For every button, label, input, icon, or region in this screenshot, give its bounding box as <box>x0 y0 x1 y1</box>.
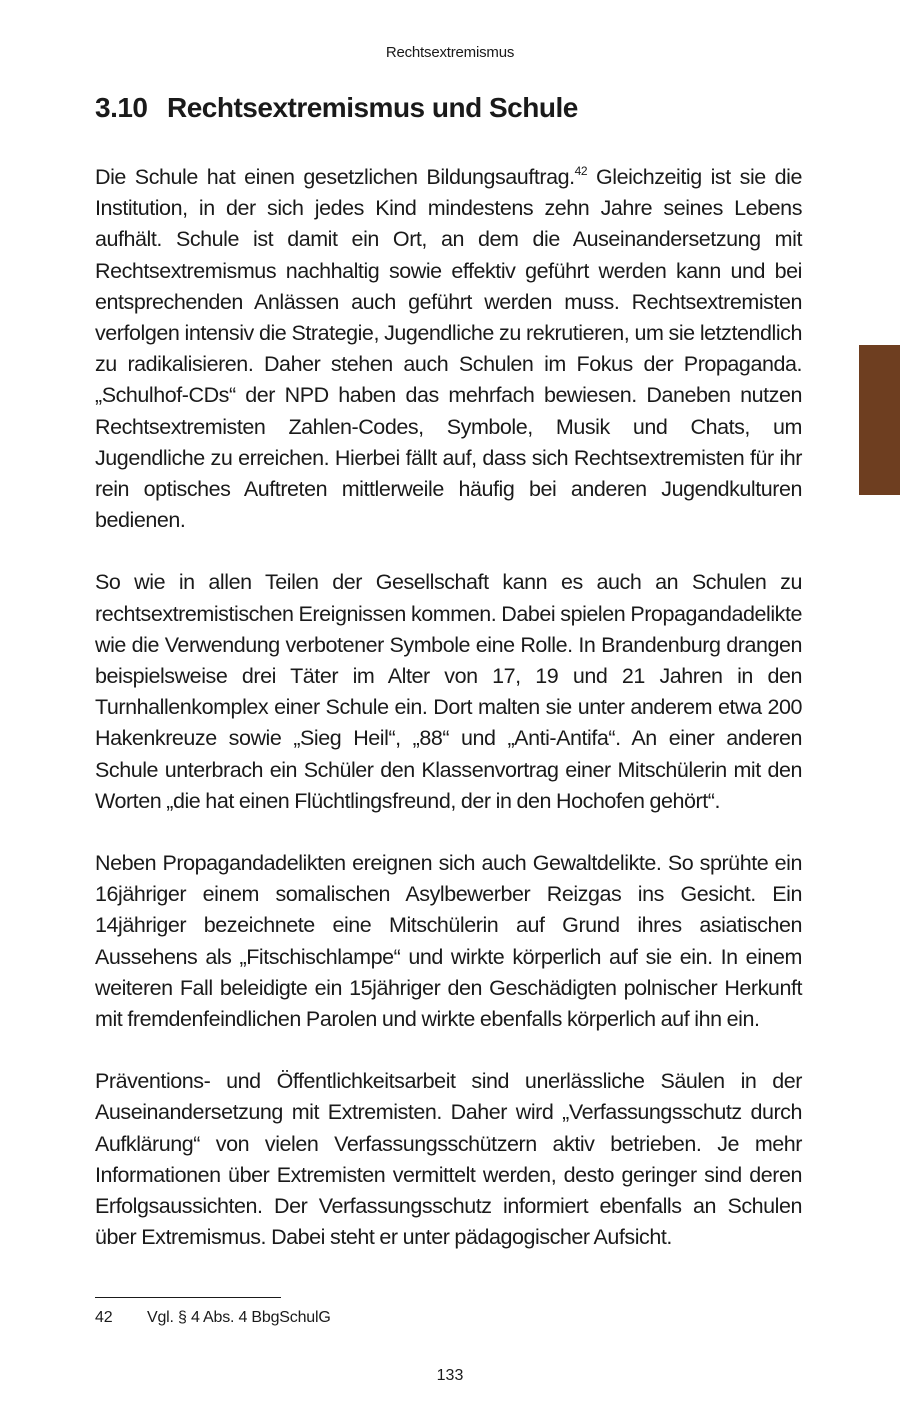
footnote-number: 42 <box>95 1309 113 1326</box>
footnote <box>95 1309 331 1327</box>
footnote-divider <box>95 1297 281 1298</box>
page-number: 133 <box>436 1367 464 1384</box>
chapter-thumb-tab <box>859 345 900 495</box>
paragraph-1-text-end: Gleichzeitig ist sie die Institution, in der sich jedes Kind mindestens zehn Jahre seines Lebens aufhält. Schule ist damit ein Ort, an dem die Auseinandersetzung mit Rechtsextremismus nachhaltig sowie effektiv geführt werden kann und bei entsprechenden Anlässen auch geführt werden muss. Rechtsextremisten verfolgen intensiv die Strategie, Jugendliche zu rekrutieren, um sie letztendlich zu radikalisieren. Daher stehen auch Schulen im Fokus der Propaganda. „Schulhof-CDs“ der NPD haben das mehrfach bewiesen. Daneben nutzen Rechtsextremisten Zahlen-Codes, Symbole, Musik und Chats, um Jugendliche zu erreichen. Hierbei fällt auf, dass sich Rechtsextremisten für ihr rein optisches Auftreten mittlerweile häufig bei anderen Jugendkulturen bedienen. <box>95 165 803 533</box>
paragraph-2: So wie in allen Teilen der Gesellschaft kann es auch an Schulen zu rechtsextremistischen Ereignissen kommen. Dabei spielen Propagandadelikte wie die Verwendung verbotener Symbole eine Rolle. In Brandenburg drangen beispielsweise drei Täter im Alter von 17, 19 und 21 Jahren in den Turnhallenkomplex einer Schule ein. Dort malten sie unter anderem etwa 200 Hakenkreuze sowie „Sieg Heil“, „88“ und „Anti-Antifa“. An einer anderen Schule unterbrach ein Schüler den Klassenvortrag einer Mitschülerin mit den Worten „die hat einen Flüchtlingsfreund, der in den Hochofen gehört“. <box>95 570 802 813</box>
running-header: Rechtsextremismus <box>385 44 515 61</box>
footnote-text: Vgl. § 4 Abs. 4 BbgSchulG <box>147 1309 331 1326</box>
section-title: Rechtsextremismus und Schule <box>167 92 578 123</box>
paragraph-1 <box>95 162 802 536</box>
section-heading <box>95 92 578 124</box>
paragraph-4: Präventions- und Öffentlichkeitsarbeit sind unerlässliche Säulen in der Auseinandersetzung mit Extremisten. Daher wird „Verfassungsschutz durch Aufklärung“ von vielen Verfassungsschützern aktiv betrieben. Je mehr Informationen über Extremisten vermittelt werden, desto geringer sind deren Erfolgsaussichten. Der Verfassungsschutz informiert ebenfalls an Schulen über Extremismus. Dabei steht er unter pädagogischer Aufsicht. <box>95 1069 802 1250</box>
section-number: 3.10 <box>95 92 148 123</box>
footnote-reference: 42 <box>574 164 588 178</box>
body-text <box>95 162 802 1285</box>
paragraph-3: Neben Propagandadelikten ereignen sich auch Gewaltdelikte. So sprühte ein 16jähriger einem somalischen Asylbewerber Reizgas ins Gesicht. Ein 14jähriger bezeichnete eine Mitschülerin auf Grund ihres asiatischen Aussehens als „Fitschischlampe“ und wirkte körperlich auf sie ein. In einem weiteren Fall beleidigte ein 15jähriger den Geschädigten polnischer Herkunft mit fremdenfeindlichen Parolen und wirkte ebenfalls körperlich auf ihn ein. <box>95 851 802 1032</box>
paragraph-1-text-start: Die Schule hat einen gesetzlichen Bildungsauftrag. <box>95 165 575 189</box>
